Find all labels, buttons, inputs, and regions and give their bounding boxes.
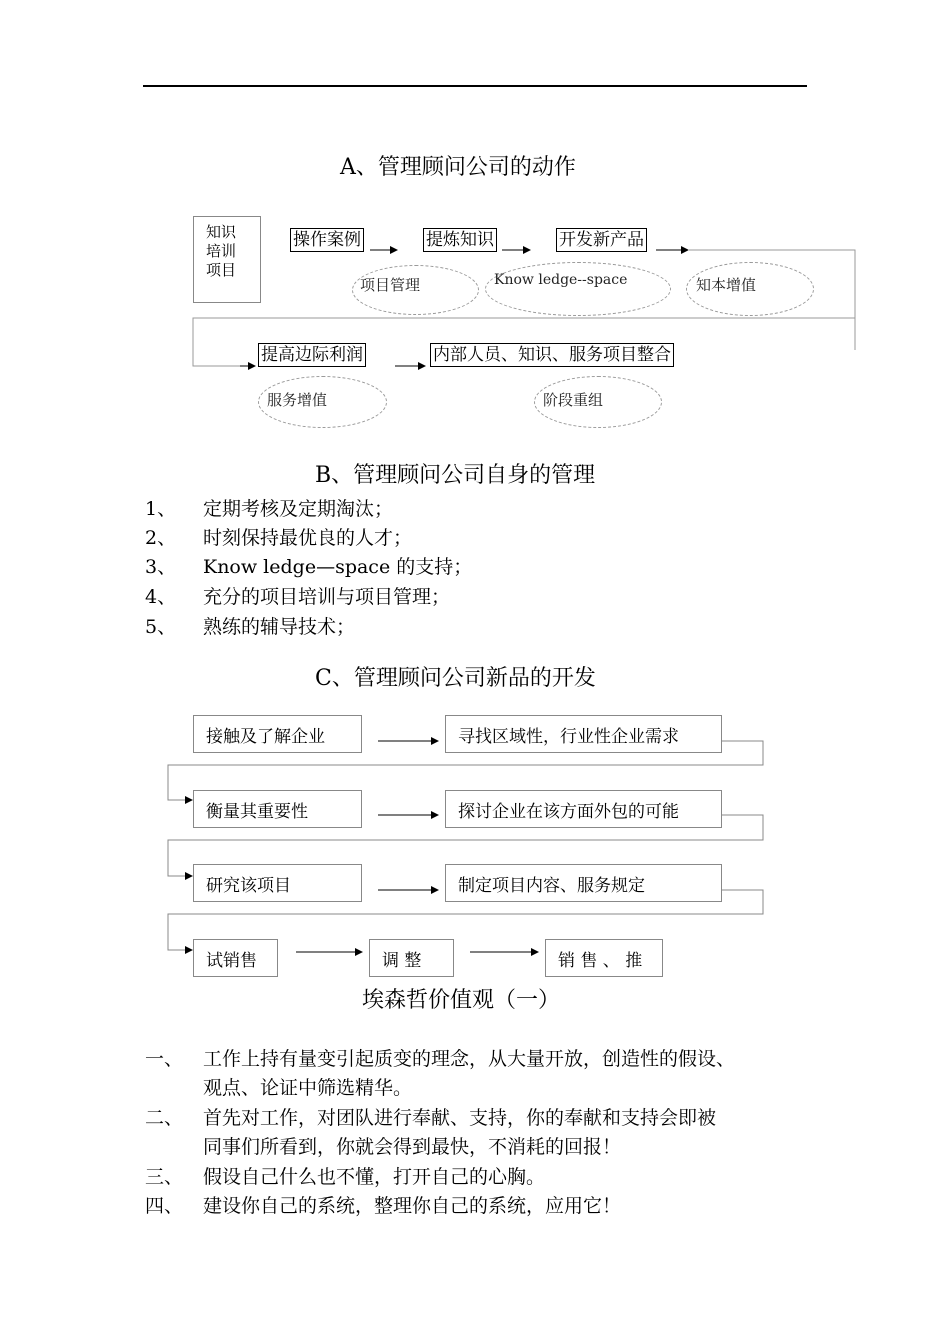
section-d-title: 埃森哲价值观（一） bbox=[362, 988, 561, 1013]
flow-box: 探讨企业在该方面外包的可能 bbox=[445, 790, 722, 828]
list-number: 三、 bbox=[145, 1166, 184, 1188]
list-number: 一、 bbox=[145, 1048, 184, 1070]
list-number: 四、 bbox=[145, 1195, 184, 1217]
list-item bbox=[145, 582, 845, 608]
list-item bbox=[145, 1045, 845, 1103]
list-number: 4、 bbox=[145, 586, 177, 608]
flow-box: 调 整 bbox=[369, 939, 454, 977]
list-text: Know ledge—space 的支持； bbox=[203, 556, 473, 578]
list-text-line: 观点、论证中筛选精华。 bbox=[203, 1077, 413, 1099]
knowledge-training-project-box bbox=[193, 216, 261, 303]
list-item bbox=[145, 1192, 845, 1221]
side-box-line: 项目 bbox=[206, 261, 237, 279]
side-box-line: 培训 bbox=[206, 242, 237, 260]
list-item bbox=[145, 1104, 845, 1162]
list-text: 时刻保持最优良的人才； bbox=[203, 527, 413, 549]
list-text: 定期考核及定期淘汰； bbox=[203, 498, 394, 520]
step-operate-case: 操作案例 bbox=[290, 228, 364, 252]
step-refine-knowledge: 提炼知识 bbox=[423, 228, 497, 252]
flow-box: 试销售 bbox=[193, 939, 278, 977]
list-text-line: 首先对工作，对团队进行奉献、支持，你的奉献和支持会即被 bbox=[203, 1107, 717, 1129]
section-a-title: A、管理顾问公司的动作 bbox=[340, 155, 576, 180]
list-item bbox=[145, 1163, 845, 1192]
flow-box: 销 售 、 推 bbox=[545, 939, 663, 977]
flow-box: 制定项目内容、服务规定 bbox=[445, 864, 722, 902]
section-b-title: B、管理顾问公司自身的管理 bbox=[315, 463, 596, 488]
list-number: 二、 bbox=[145, 1107, 184, 1129]
list-number: 3、 bbox=[145, 556, 177, 578]
list-number: 1、 bbox=[145, 498, 177, 520]
section-c-title: C、管理顾问公司新品的开发 bbox=[315, 666, 596, 691]
ellipse-label: 项目管理 bbox=[360, 276, 421, 294]
list-item bbox=[145, 612, 845, 638]
list-text: 充分的项目培训与项目管理； bbox=[203, 586, 451, 608]
flow-box: 寻找区域性，行业性企业需求 bbox=[445, 715, 722, 753]
list-item bbox=[145, 494, 845, 520]
side-box-line: 知识 bbox=[206, 223, 237, 241]
list-text-line: 工作上持有量变引起质变的理念，从大量开放，创造性的假设、 bbox=[203, 1048, 736, 1070]
list-number: 5、 bbox=[145, 616, 177, 638]
list-text: 熟练的辅导技术； bbox=[203, 616, 356, 638]
ellipse-label: Know ledge--space bbox=[494, 272, 628, 288]
flow-box: 接触及了解企业 bbox=[193, 715, 362, 753]
ellipse-label: 阶段重组 bbox=[543, 391, 604, 409]
step-integrate: 内部人员、知识、服务项目整合 bbox=[430, 343, 674, 367]
step-develop-product: 开发新产品 bbox=[556, 228, 647, 252]
list-text-line: 假设自己什么也不懂，打开自己的心胸。 bbox=[203, 1166, 546, 1188]
list-text-line: 同事们所看到，你就会得到最快，不消耗的回报！ bbox=[203, 1136, 622, 1158]
list-text-line: 建设你自己的系统，整理你自己的系统，应用它！ bbox=[203, 1195, 622, 1217]
flow-box: 衡量其重要性 bbox=[193, 790, 362, 828]
ellipse-label: 服务增值 bbox=[267, 391, 328, 409]
ellipse-label: 知本增值 bbox=[696, 276, 757, 294]
list-item bbox=[145, 523, 845, 549]
flow-box: 研究该项目 bbox=[193, 864, 362, 902]
ellipse-knowledge-space bbox=[485, 262, 671, 316]
list-item bbox=[145, 552, 845, 578]
step-raise-margin: 提高边际利润 bbox=[258, 343, 366, 367]
list-number: 2、 bbox=[145, 527, 177, 549]
